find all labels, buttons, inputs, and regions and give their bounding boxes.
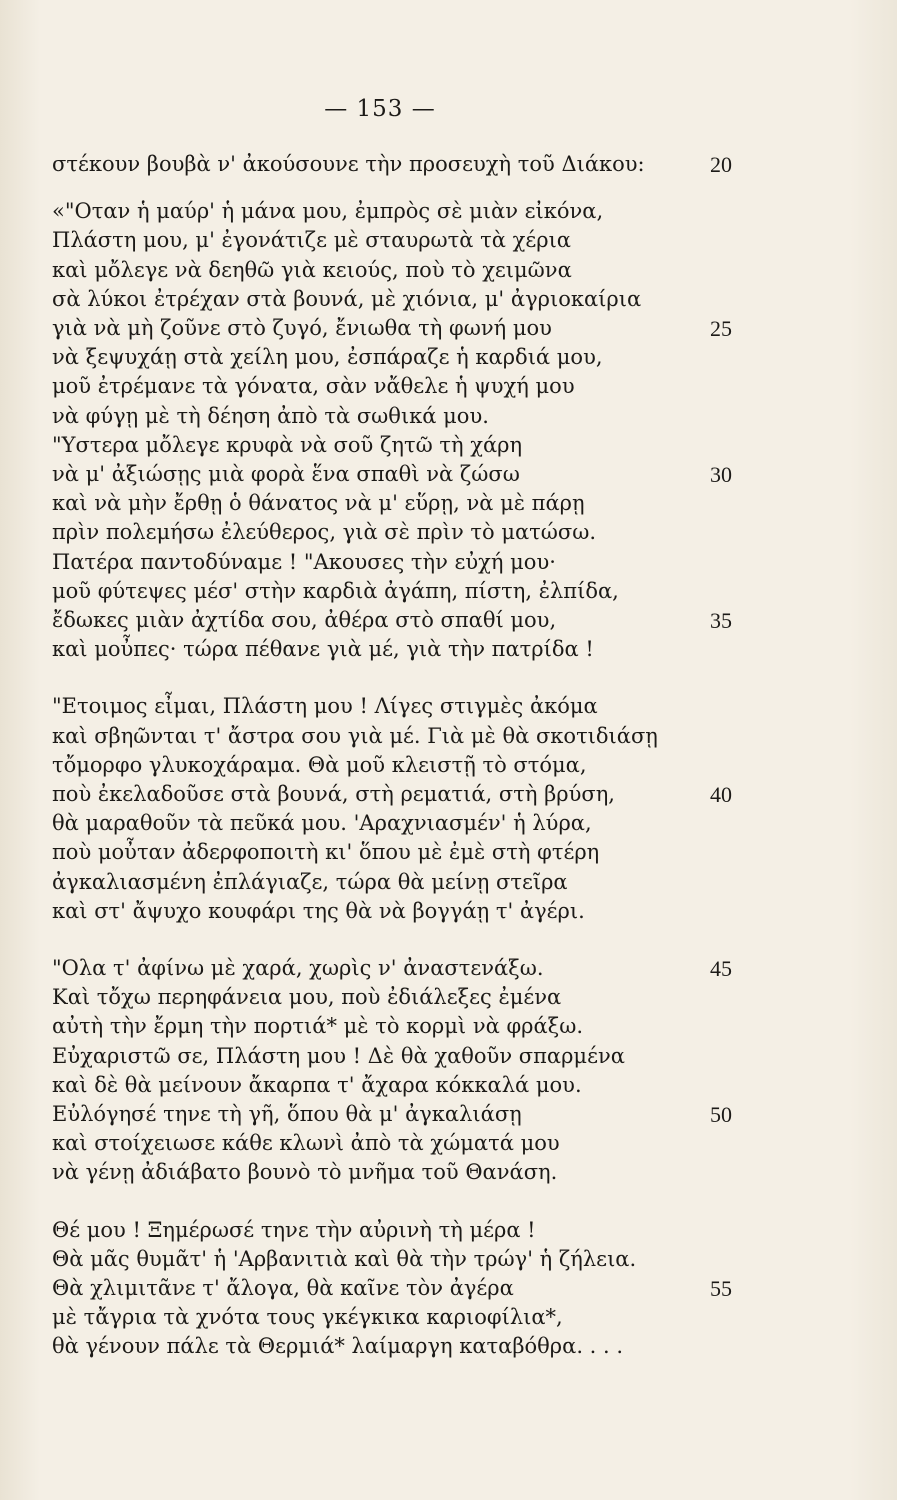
line-number: 55 <box>710 1276 732 1301</box>
line-number: 40 <box>710 782 732 807</box>
verse-line <box>52 1303 732 1332</box>
verse-line <box>52 314 732 343</box>
verse-line <box>52 402 732 431</box>
verse-text: πρὶν πολεμήσω ἐλεύθερος, γιὰ σὲ πρὶν τὸ ματώσω. <box>52 520 597 545</box>
verse-text: καὶ δὲ θὰ μείνουν ἄκαρπα τ' ἄχαρα κόκκαλά μου. <box>52 1072 582 1097</box>
verse-text: Εὐχαριστῶ σε, Πλάστη μου ! Δὲ θὰ χαθοῦν σπαρμένα <box>52 1043 625 1068</box>
verse-line <box>52 431 732 460</box>
verse-line <box>52 692 732 721</box>
line-number: 25 <box>710 316 732 341</box>
verse-line <box>52 150 732 179</box>
verse-text: νὰ μ' ἀξιώσῃς μιὰ φορὰ ἕνα σπαθὶ νὰ ζώσω <box>52 462 520 486</box>
verse-line <box>52 577 732 606</box>
verse-line <box>52 1332 732 1361</box>
verse-text: «"Οταν ἡ μαύρ' ἡ μάνα μου, ἐμπρὸς σὲ μιὰν εἰκόνα, <box>52 199 604 224</box>
verse-text: μοῦ φύτεψες μέσ' στὴν καρδιὰ ἀγάπη, πίστη, ἐλπίδα, <box>52 578 619 603</box>
line-number: 20 <box>710 152 732 177</box>
verse-text: στέκουν βουβὰ ν' ἀκούσουνε τὴν προσευχὴ τοῦ Διάκου: <box>52 152 645 176</box>
verse-text: "Υστερα μὄλεγε κρυφὰ νὰ σοῦ ζητῶ τὴ χάρη <box>52 432 523 457</box>
verse-text: νὰ ξεψυχάῃ στὰ χείλη μου, ἐσπάραζε ἡ καρδιά μου, <box>52 345 603 370</box>
verse-text: μὲ τἄγρια τὰ χνότα τους γκέγκικα καριοφίλια*, <box>52 1305 563 1330</box>
verse-text: Εὐλόγησέ τηνε τὴ γῆ, ὅπου θὰ μ' ἀγκαλιάσῃ <box>52 1102 522 1126</box>
verse-line <box>52 372 732 401</box>
verse-text: ποὺ μοὖταν ἀδερφοποιτὴ κι' ὅπου μὲ ἐμὲ στὴ φτέρη <box>52 840 600 865</box>
verse-line <box>52 751 732 780</box>
verse-line <box>52 226 732 255</box>
verse-text: Πατέρα παντοδύναμε ! "Ακουσες τὴν εὐχή μου· <box>52 549 556 574</box>
verse-line <box>52 1012 732 1041</box>
verse-text: ἔδωκες μιὰν ἀχτίδα σου, ἀθέρα στὸ σπαθί μου, <box>52 608 557 632</box>
verse-line <box>52 197 732 226</box>
verse-text: νὰ γένῃ ἀδιάβατο βουνὸ τὸ μνῆμα τοῦ Θανάση. <box>52 1160 558 1185</box>
verse-text: καὶ μὄλεγε νὰ δεηθῶ γιὰ κειούς, ποὺ τὸ χειμῶνα <box>52 257 572 282</box>
verse-text: Θὰ μᾶς θυμᾶτ' ἡ 'Αρβανιτιὰ καὶ θὰ τὴν τρώγ' ἡ ζήλεια. <box>52 1246 637 1271</box>
verse-line <box>52 868 732 897</box>
verse-line <box>52 518 732 547</box>
verse-line <box>52 548 732 577</box>
verse-text: νὰ φύγῃ μὲ τὴ δέηση ἀπὸ τὰ σωθικά μου. <box>52 403 489 428</box>
verse-text: σὰ λύκοι ἐτρέχαν στὰ βουνά, μὲ χιόνια, μ' ἀγριοκαίρια <box>52 286 642 311</box>
verse-line <box>52 343 732 372</box>
verse-line <box>52 983 732 1012</box>
verse-line <box>52 256 732 285</box>
verse-text: "Ετοιμος εἶμαι, Πλάστη μου ! Λίγες στιγμὲς ἀκόμα <box>52 694 598 719</box>
verse-line <box>52 780 732 809</box>
verse-text: "Ολα τ' ἀφίνω μὲ χαρά, χωρὶς ν' ἀναστενάξω. <box>52 956 544 980</box>
verse-line <box>52 954 732 983</box>
verse-text: θὰ μαραθοῦν τὰ πεῦκά μου. 'Αραχνιασμέν' ἡ λύρα, <box>52 811 592 836</box>
verse-line <box>52 1071 732 1100</box>
verse-text: ποὺ ἐκελαδοῦσε στὰ βουνά, στὴ ρεματιά, στὴ βρύση, <box>52 782 615 806</box>
verse-line <box>52 1100 732 1129</box>
verse-text: Πλάστη μου, μ' ἐγονάτιζε μὲ σταυρωτὰ τὰ χέρια <box>52 228 571 253</box>
verse-line <box>52 489 732 518</box>
line-number: 45 <box>710 956 732 981</box>
verse-text: θὰ γένουν πάλε τὰ Θερμιά* λαίμαργη καταβόθρα. . . . <box>52 1334 624 1359</box>
verse-line <box>52 1158 732 1187</box>
line-number: 50 <box>710 1102 732 1127</box>
line-number: 35 <box>710 608 732 633</box>
verse-text: καὶ νὰ μὴν ἔρθῃ ὁ θάνατος νὰ μ' εὕρῃ, νὰ μὲ πάρῃ <box>52 491 585 516</box>
verse-line <box>52 635 732 664</box>
line-number: 30 <box>710 462 732 487</box>
verse-line <box>52 722 732 751</box>
verse-line <box>52 1216 732 1245</box>
verse-text: ἀγκαλιασμένη ἐπλάγιαζε, τώρα θὰ μείνῃ στεῖρα <box>52 869 568 894</box>
page-number: — 153 — <box>324 96 436 122</box>
verse-line <box>52 606 732 635</box>
verse-text: γιὰ νὰ μὴ ζοῦνε στὸ ζυγό, ἔνιωθα τὴ φωνή μου <box>52 316 552 340</box>
verse-text: καὶ στοίχειωσε κάθε κλωνὶ ἀπὸ τὰ χώματά μου <box>52 1131 560 1156</box>
verse-line <box>52 1245 732 1274</box>
verse-text: καὶ σβηῶνται τ' ἄστρα σου γιὰ μέ. Γιὰ μὲ θὰ σκοτιδιάσῃ <box>52 723 658 748</box>
verse-line <box>52 838 732 867</box>
verse-text: Καὶ τὄχω περηφάνεια μου, ποὺ ἐδιάλεξες ἐμένα <box>52 985 562 1010</box>
verse-text: μοῦ ἐτρέμανε τὰ γόνατα, σὰν νἄθελε ἡ ψυχή μου <box>52 374 575 399</box>
verse-line <box>52 460 732 489</box>
verse-text: αὐτὴ τὴν ἔρμη τὴν πορτιά* μὲ τὸ κορμὶ νὰ φράξω. <box>52 1014 584 1039</box>
verse-line <box>52 1129 732 1158</box>
verse-line <box>52 809 732 838</box>
verse-line <box>52 897 732 926</box>
verse-line <box>52 1274 732 1303</box>
verse-line <box>52 1042 732 1071</box>
verse-text: καὶ μοὖπες· τώρα πέθανε γιὰ μέ, γιὰ τὴν πατρίδα ! <box>52 637 594 662</box>
verse-text: καὶ στ' ἄψυχο κουφάρι της θὰ νὰ βογγάῃ τ' ἀγέρι. <box>52 898 585 923</box>
verse-text: Θὰ χλιμιτᾶνε τ' ἄλογα, θὰ καῖνε τὸν ἀγέρα <box>52 1276 514 1300</box>
verse-line <box>52 285 732 314</box>
verse-text: Θέ μου ! Ξημέρωσέ τηνε τὴν αὐρινὴ τὴ μέρα ! <box>52 1217 536 1242</box>
verse-text: τὄμορφο γλυκοχάραμα. Θὰ μοῦ κλειστῇ τὸ στόμα, <box>52 752 587 777</box>
